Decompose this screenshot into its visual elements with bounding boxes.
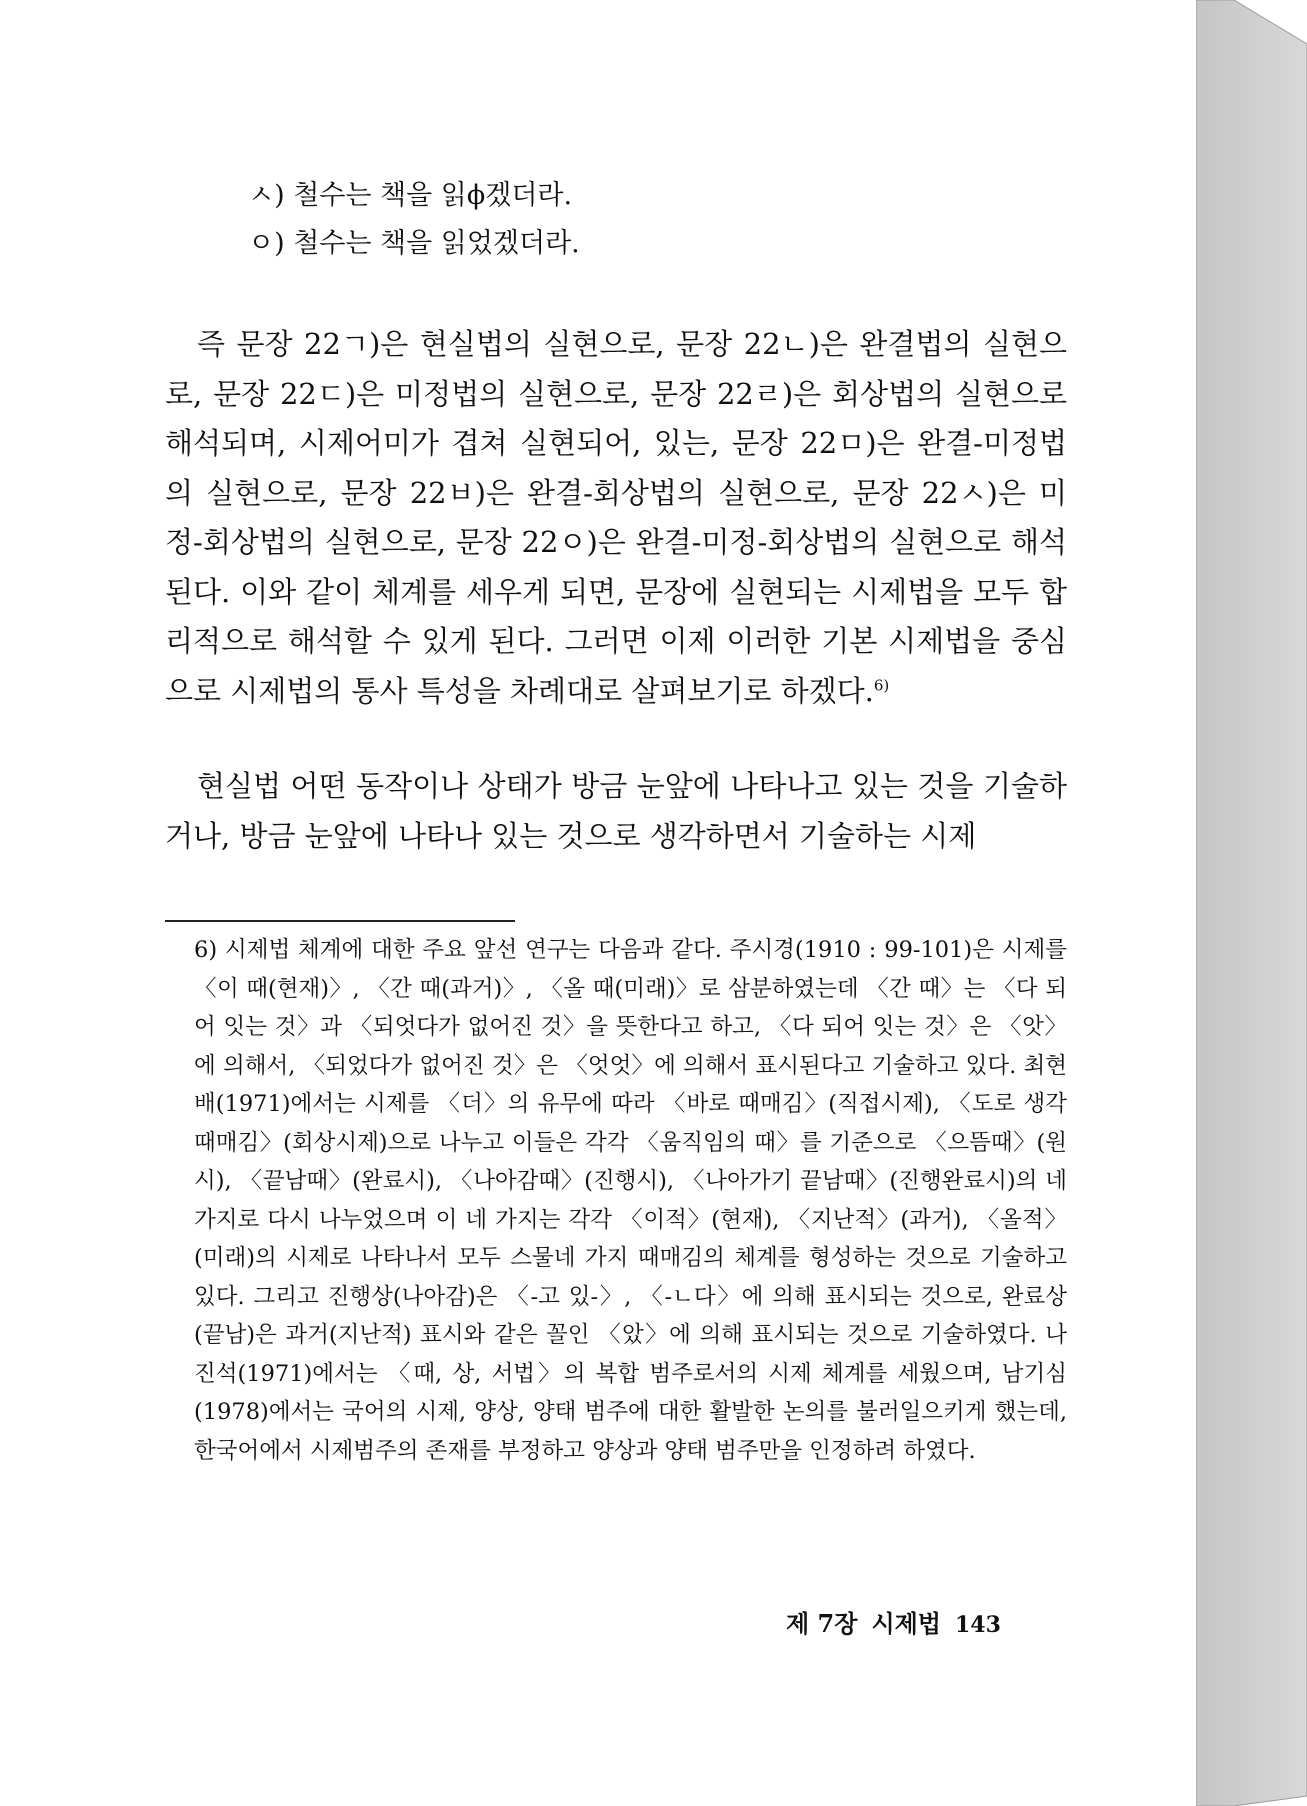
footnote-separator bbox=[165, 920, 515, 922]
footnote-label: 6) bbox=[194, 937, 218, 963]
paragraph-present-tense: 현실법 어떤 동작이나 상태가 방금 눈앞에 나타나고 있는 것을 기술하거나, 방금 눈앞에 나타나 있는 것으로 생각하면서 기술하는 시제 bbox=[165, 769, 1067, 853]
footnote-6 bbox=[194, 931, 1067, 1470]
footnote-reference: 6) bbox=[873, 675, 890, 694]
chapter-title: 시제법 bbox=[871, 1609, 941, 1638]
paragraph-text: 즉 문장 22ㄱ)은 현실법의 실현으로, 문장 22ㄴ)은 완결법의 실현으로, 문장 22ㄷ)은 미정법의 실현으로, 문장 22ㄹ)은 회상법의 실현으로 해석되며, 시제어미가 겹쳐 실현되어, 있는, 문장 22ㅁ)은 완결-미정법의 실현으로, 문장 22ㅂ)은 완결-회상법의 실현으로, 문장 22ㅅ)은 미정-회상법의 실현으로, 문장 22ㅇ)은 완결-미정-회상법의 실현으로 해석된다. 이와 같이 체계를 세우게 되면, 문장에 실현되는 시제법을 모두 합리적으로 해석할 수 있게 된다. 그러면 이제 이러한 기본 시제법을 중심으로 시제법의 통사 특성을 차례대로 살펴보기로 하겠다. bbox=[165, 327, 1067, 708]
paragraph-tense-interpretation bbox=[165, 320, 1067, 716]
example-sentence-o: ㅇ) 철수는 책을 읽었겠더라. bbox=[248, 228, 580, 259]
book-edge bbox=[1196, 0, 1307, 1806]
footnote-text: 시제법 체계에 대한 주요 앞선 연구는 다음과 같다. 주시경(1910 : 99-101)은 시제를 〈이 때(현재)〉, 〈간 때(과거)〉, 〈올 때(미래)〉로 삼분하였는데 〈간 때〉는 〈다 되어 잇는 것〉과 〈되엇다가 없어진 것〉을 뜻한다고 하고, 〈다 되어 잇는 것〉은 〈앗〉에 의해서, 〈되었다가 없어진 것〉은 〈엇엇〉에 의해서 표시된다고 기술하고 있다. 최현배(1971)에서는 시제를 〈더〉의 유무에 따라 〈바로 때매김〉(직접시제), 〈도로 생각때매김〉(회상시제)으로 나누고 이들은 각각 〈움직임의 때〉를 기준으로 〈으뜸때〉(원시), 〈끝남때〉(완료시), 〈나아감때〉(진행시), 〈나아가기 끝남때〉(진행완료시)의 네 가지로 다시 나누었으며 이 네 가지는 각각 〈이적〉(현재), 〈지난적〉(과거), 〈올적〉(미래)의 시제로 나타나서 모두 스물네 가지 때매김의 체계를 형성하는 것으로 기술하고 있다. 그리고 진행상(나아감)은 〈-고 있-〉, 〈-ㄴ다〉에 의해 표시되는 것으로, 완료상(끝남)은 과거(지난적) 표시와 같은 꼴인 〈았〉에 의해 표시되는 것으로 기술하였다. 나진석(1971)에서는 〈때, 상, 서법〉의 복합 범주로서의 시제 체계를 세웠으며, 남기심(1978)에서는 국어의 시제, 양상, 양태 범주에 대한 활발한 논의를 불러일으키게 했는데, 한국어에서 시제범주의 존재를 부정하고 양상과 양태 범주만을 인정하려 하였다. bbox=[194, 937, 1068, 1464]
example-sentence-s: ㅅ) 철수는 책을 읽ϕ겠더라. bbox=[248, 180, 573, 211]
page-number: 143 bbox=[955, 1612, 1001, 1638]
running-footer bbox=[786, 1604, 1001, 1639]
chapter-label: 제 7장 bbox=[786, 1609, 858, 1638]
